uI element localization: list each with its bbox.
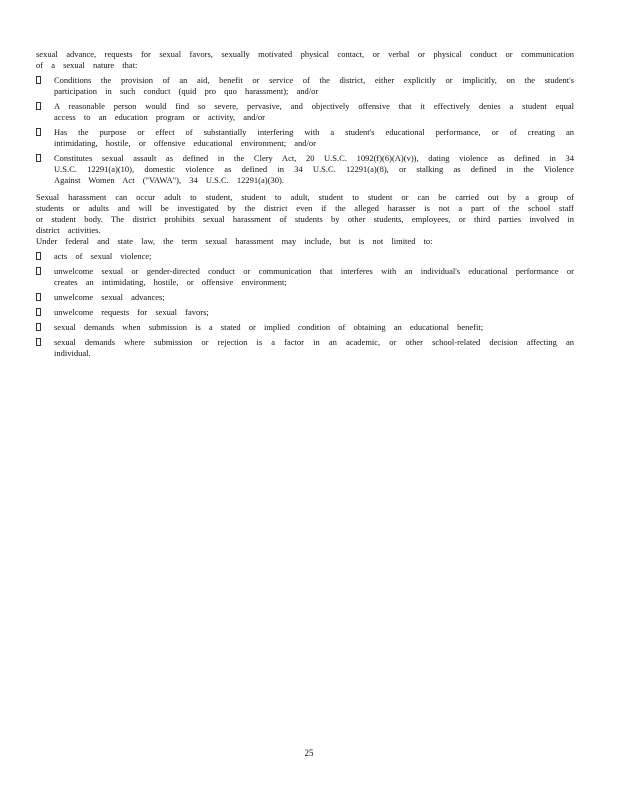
bullet-icon	[36, 76, 41, 84]
list-item-text: acts of sexual violence;	[54, 251, 152, 261]
list-item-text: sexual demands where submission or rejection is a factor in an academic, or other school-related decision affecting an individual.	[54, 337, 574, 358]
law-paragraph: Under federal and state law, the term sexual harassment may include, but is not limited to:	[36, 236, 433, 246]
list-item	[36, 251, 574, 262]
bullet-icon	[36, 252, 41, 260]
bullet-icon	[36, 293, 41, 301]
bullet-icon	[36, 308, 41, 316]
list-item-text: sexual demands when submission is a stated or implied condition of obtaining an educational benefit;	[54, 322, 484, 332]
list-item-text: Has the purpose or effect of substantially interfering with a student's educational performance, or of creating an intimidating, hostile, or offensive educational environment; and/or	[54, 127, 574, 148]
list-item	[36, 75, 574, 97]
intro-paragraph: sexual advance, requests for sexual favors, sexually motivated physical contact, or verbal or physical conduct or communication of a sexual nature that:	[36, 49, 574, 70]
bullet-icon	[36, 154, 41, 162]
list-item	[36, 153, 574, 186]
page-number: 25	[304, 748, 314, 758]
list-item-text: unwelcome requests for sexual favors;	[54, 307, 209, 317]
bullet-icon	[36, 338, 41, 346]
bullet-icon	[36, 267, 41, 275]
examples-list	[36, 251, 574, 359]
bullet-icon	[36, 102, 41, 110]
body-text	[36, 49, 574, 359]
list-item	[36, 127, 574, 149]
list-item-text: A reasonable person would find so severe, pervasive, and objectively offensive that it effectively denies a student equal access to an education program or activity, and/or	[54, 101, 574, 122]
list-item-text: unwelcome sexual or gender-directed conduct or communication that interferes with an individual's educational performance or creates an intimidating, hostile, or offensive environment;	[54, 266, 574, 287]
definition-list	[36, 75, 574, 186]
bullet-icon	[36, 323, 41, 331]
list-item	[36, 337, 574, 359]
list-item-text: Constitutes sexual assault as defined in the Clery Act, 20 U.S.C. 1092(f)(6)(A)(v)), dating violence as defined in 34 U.S.C. 12291(a)(10), domestic violence as defined in 34 U.S.C. 12291(a)(8), or stalking as defined in the Violence Against Women Act ("VAWA"), 34 U.S.C. 12291(a)(30).	[54, 153, 574, 185]
list-item-text: unwelcome sexual advances;	[54, 292, 165, 302]
harassment-paragraph: Sexual harassment can occur adult to student, student to adult, student to student or can be carried out by a group of students or adults and will be investigated by the district even if the alleged harasser is not a part of the school staff or student body. The district prohibits sexual harassment of students by other students, employees, or third parties involved in district activities.	[36, 192, 574, 235]
list-item-text: Conditions the provision of an aid, benefit or service of the district, either explicitly or implicitly, on the student's participation in such conduct (quid pro quo harassment); and/or	[54, 75, 574, 96]
list-item	[36, 101, 574, 123]
list-item	[36, 292, 574, 303]
list-item	[36, 322, 574, 333]
list-item	[36, 266, 574, 288]
list-item	[36, 307, 574, 318]
bullet-icon	[36, 128, 41, 136]
